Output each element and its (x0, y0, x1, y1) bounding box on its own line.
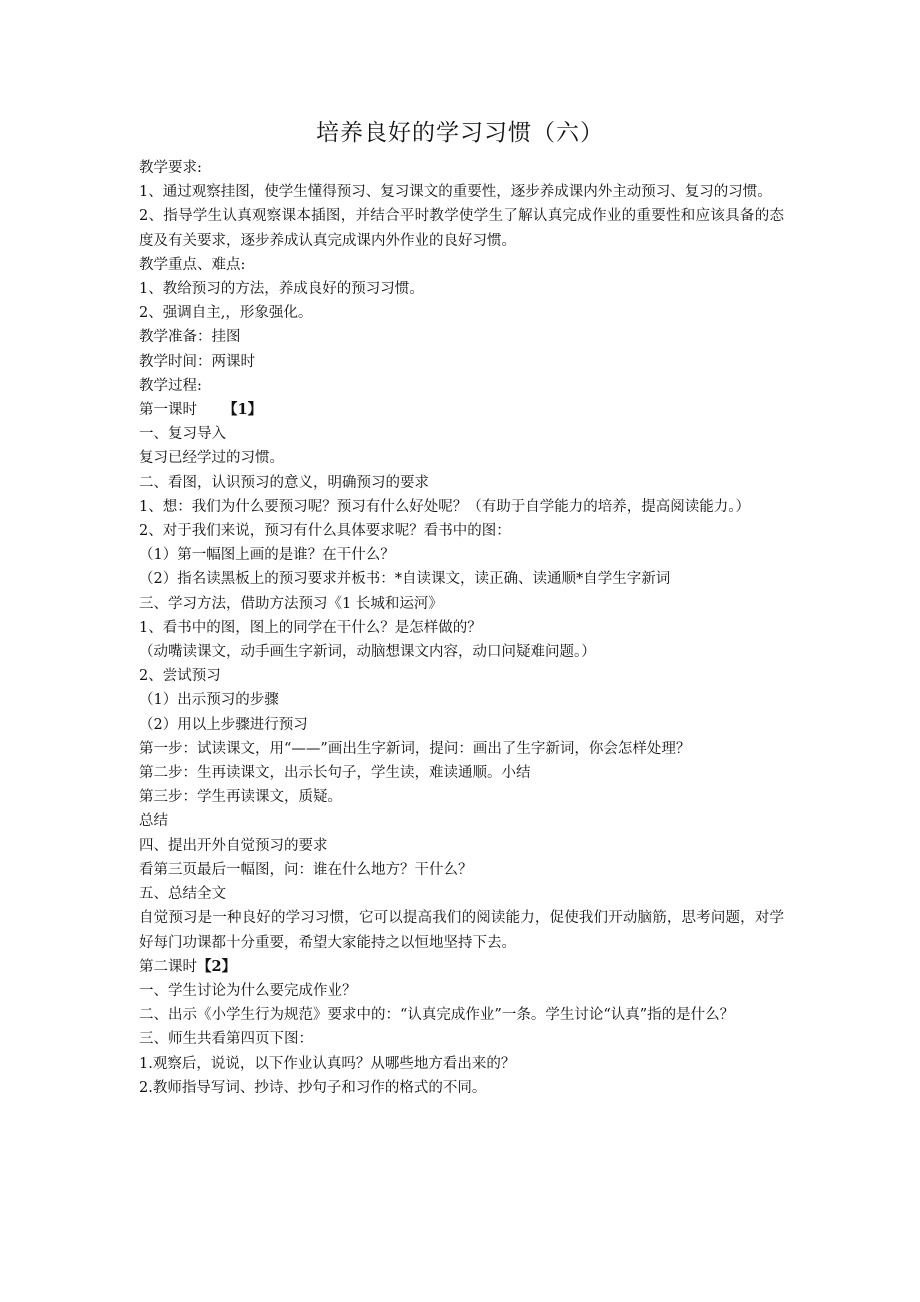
step-1: 第一步：试读课文，用“——”画出生字新词，提问：画出了生字新词，你会怎样处理？ (139, 740, 691, 757)
section-4-heading: 四、提出开外自觉预习的要求 (139, 837, 328, 854)
section-3-item-2: 2、尝试预习 (139, 668, 221, 685)
requirement-2: 2、指导学生认真观察课本插图，并结合平时教学使学生了解认真完成作业的重要性和应该具备的态度及有关要求，逐步养成认真完成课内外作业的良好习惯。 (139, 208, 784, 249)
lesson-2-label: 第二课时 (139, 958, 197, 975)
lesson-2-section-3: 三、师生共看第四页下图： (139, 1031, 313, 1048)
lesson-2-mark: 【2】 (197, 957, 237, 975)
section-3-heading: 三、学习方法，借助方法预习《1 长城和运河》 (139, 595, 443, 612)
document-body (139, 156, 784, 1100)
requirement-1: 1、通过观察挂图，使学生懂得预习、复习课文的重要性，逐步养成课内外主动预习、复习的习惯。 (139, 184, 772, 201)
section-5-text: 自觉预习是一种良好的学习习惯，它可以提高我们的阅读能力，促使我们开动脑筋，思考问题，对学好每门功课都十分重要，希望大家能持之以恒地坚持下去。 (139, 910, 784, 951)
section-5-heading: 五、总结全文 (139, 886, 226, 903)
section-2-sub-2: （2）指名读黑板上的预习要求并板书：*自读课文，读正确、读通顺*自学生字新词 (139, 571, 671, 588)
requirements-heading: 教学要求: (139, 160, 202, 176)
section-3-sub-1: （1）出示预习的步骤 (139, 692, 279, 709)
lesson-1-heading (139, 398, 784, 422)
process-heading: 教学过程: (139, 377, 202, 394)
document-title: 培养良好的学习习惯（六） (316, 120, 604, 146)
lesson-2-section-2: 二、出示《小学生行为规范》要求中的：“认真完成作业”一条。学生讨论“认真”指的是什么？ (139, 1007, 735, 1024)
key-point-1: 1、教给预习的方法，养成良好的预习习惯。 (139, 281, 424, 298)
section-1-text: 复习已经学过的习惯。 (139, 450, 284, 467)
section-3-item-1: 1、看书中的图，图上的同学在干什么？是怎样做的？ (139, 619, 482, 636)
section-1-heading: 一、复习导入 (139, 426, 226, 443)
lesson-2-heading (139, 955, 784, 979)
lesson-2-section-1: 一、学生讨论为什么要完成作业？ (139, 982, 357, 999)
lesson-2-item-1: 1.观察后，说说，以下作业认真吗？从哪些地方看出来的？ (139, 1055, 516, 1072)
section-2-heading: 二、看图，认识预习的意义，明确预习的要求 (139, 474, 429, 491)
step-2: 第二步：生再读课文，出示长句子，学生读，难读通顺。小结 (139, 765, 531, 782)
key-points-heading: 教学重点、难点: (139, 256, 246, 273)
teaching-time: 教学时间：两课时 (139, 353, 255, 370)
section-2-sub-1: （1）第一幅图上画的是谁？在干什么？ (139, 547, 395, 564)
key-point-2: 2、强调自主,，形象强化。 (139, 305, 313, 322)
lesson-1-label: 第一课时 (139, 402, 197, 419)
section-2-item-1: 1、想：我们为什么要预习呢？预习有什么好处呢？（有助于自学能力的培养，提高阅读能力。） (139, 498, 750, 515)
lesson-2-item-2: 2.教师指导写词、抄诗、抄句子和习作的格式的不同。 (139, 1079, 487, 1096)
section-3-sub-2: （2）用以上步骤进行预习 (139, 716, 308, 733)
section-2-item-2: 2、对于我们来说，预习有什么具体要求呢？看书中的图： (139, 523, 511, 540)
section-3-item-1-note: （动嘴读课文，动手画生字新词，动脑想课文内容，动口问疑难问题。） (139, 644, 596, 661)
section-4-text: 看第三页最后一幅图，问：谁在什么地方？干什么？ (139, 861, 473, 878)
step-3: 第三步：学生再读课文，质疑。 (139, 789, 342, 806)
teaching-preparation: 教学准备：挂图 (139, 329, 241, 346)
lesson-1-mark: 【1】 (223, 401, 263, 419)
summary-word: 总结 (139, 813, 168, 830)
